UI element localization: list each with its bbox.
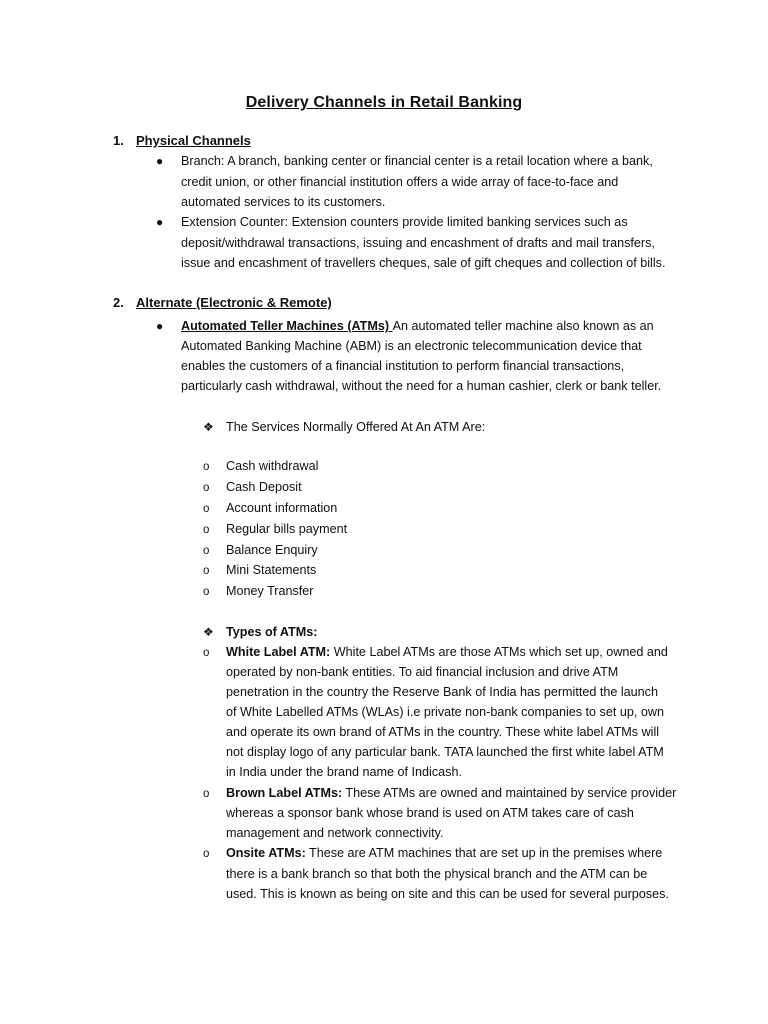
white-label-line-6: not display logo of any particular bank. TATA launched the first white label ATM <box>226 745 664 759</box>
section-2-title: Alternate (Electronic & Remote) <box>136 295 332 310</box>
diamond-bullet-services: ❖ <box>203 420 214 434</box>
o-bullet: o <box>203 503 210 515</box>
onsite-line-1-rest: These are ATM machines that are set up in the premises where <box>305 846 663 860</box>
o-bullet: o <box>203 647 210 659</box>
atm-line-2: Automated Banking Machine (ABM) is an electronic telecommunication device that <box>181 339 642 353</box>
service-item: Mini Statements <box>226 563 317 577</box>
white-label-label: White Label ATM: <box>226 645 331 659</box>
extension-line-3: issue and encashment of travellers cheques, sale of gift cheques and collection of bills. <box>181 256 666 270</box>
white-label-line-2: operated by non-bank entities. To aid financial inclusion and drive ATM <box>226 665 619 679</box>
onsite-label: Onsite ATMs: <box>226 846 306 860</box>
atm-line-1 <box>181 318 654 334</box>
brown-label-label: Brown Label ATMs: <box>226 786 343 800</box>
diamond-bullet-types: ❖ <box>203 625 214 639</box>
white-label-line-5: and operate its own brand of ATMs in the country. These white label ATMs will <box>226 725 660 739</box>
atm-line-3: enables the customers of a financial institution to perform financial transactions, <box>181 359 625 373</box>
o-bullet: o <box>203 848 210 860</box>
extension-line-2: deposit/withdrawal transactions, issuing and encashment of drafts and mail transfers, <box>181 236 655 250</box>
white-label-line-4: of White Labelled ATMs (WLAs) i.e private non-bank companies to set up, own <box>226 705 664 719</box>
brown-label-line-1 <box>226 785 676 801</box>
service-item: Account information <box>226 501 338 515</box>
o-bullet: o <box>203 586 210 598</box>
onsite-line-3: used. This is known as being on site and this can be used for several purposes. <box>226 887 669 901</box>
atm-label: Automated Teller Machines (ATMs) <box>181 319 393 333</box>
service-item: Money Transfer <box>226 584 314 598</box>
o-bullet: o <box>203 788 210 800</box>
atm-line-1-rest: An automated teller machine also known as an <box>392 319 654 333</box>
o-bullet: o <box>203 524 210 536</box>
o-bullet: o <box>203 565 210 577</box>
bullet-atm: ● <box>156 319 164 333</box>
o-bullet: o <box>203 461 210 473</box>
brown-label-line-2: whereas a sponsor bank whose brand is used on ATM takes care of cash <box>226 806 634 820</box>
types-heading: Types of ATMs: <box>226 625 318 639</box>
white-label-line-1 <box>226 644 668 660</box>
o-bullet: o <box>203 482 210 494</box>
document-title: Delivery Channels in Retail Banking <box>245 94 523 111</box>
brown-label-line-1-rest: These ATMs are owned and maintained by service provider <box>342 786 677 800</box>
section-1-title: Physical Channels <box>136 133 251 148</box>
white-label-line-1-rest: White Label ATMs are those ATMs which set up, owned and <box>330 645 668 659</box>
service-item: Cash Deposit <box>226 480 302 494</box>
onsite-line-2: there is a bank branch so that both the physical branch and the ATM can be <box>226 867 648 881</box>
o-bullet: o <box>203 545 210 557</box>
service-item: Cash withdrawal <box>226 459 319 473</box>
branch-line-2: credit union, or other financial institution offers a wide array of face-to-face and <box>181 175 619 189</box>
bullet-branch: ● <box>156 154 164 168</box>
white-label-line-3: penetration in the country the Reserve Bank of India has permitted the launch <box>226 685 658 699</box>
bullet-extension-counter: ● <box>156 215 164 229</box>
onsite-line-1 <box>226 845 662 861</box>
section-1-number: 1. <box>113 133 124 148</box>
branch-line-3: automated services to its customers. <box>181 195 386 209</box>
services-heading: The Services Normally Offered At An ATM Are: <box>226 420 486 434</box>
service-item: Regular bills payment <box>226 522 348 536</box>
white-label-line-7: in India under the brand name of Indicash. <box>226 765 462 779</box>
brown-label-line-3: management and network connectivity. <box>226 826 444 840</box>
section-2-number: 2. <box>113 295 124 310</box>
branch-line-1: Branch: A branch, banking center or financial center is a retail location where a bank, <box>181 154 653 168</box>
atm-line-4: particularly cash withdrawal, without the need for a human cashier, clerk or bank teller. <box>181 379 662 393</box>
extension-line-1: Extension Counter: Extension counters provide limited banking services such as <box>181 215 628 229</box>
service-item: Balance Enquiry <box>226 543 318 557</box>
